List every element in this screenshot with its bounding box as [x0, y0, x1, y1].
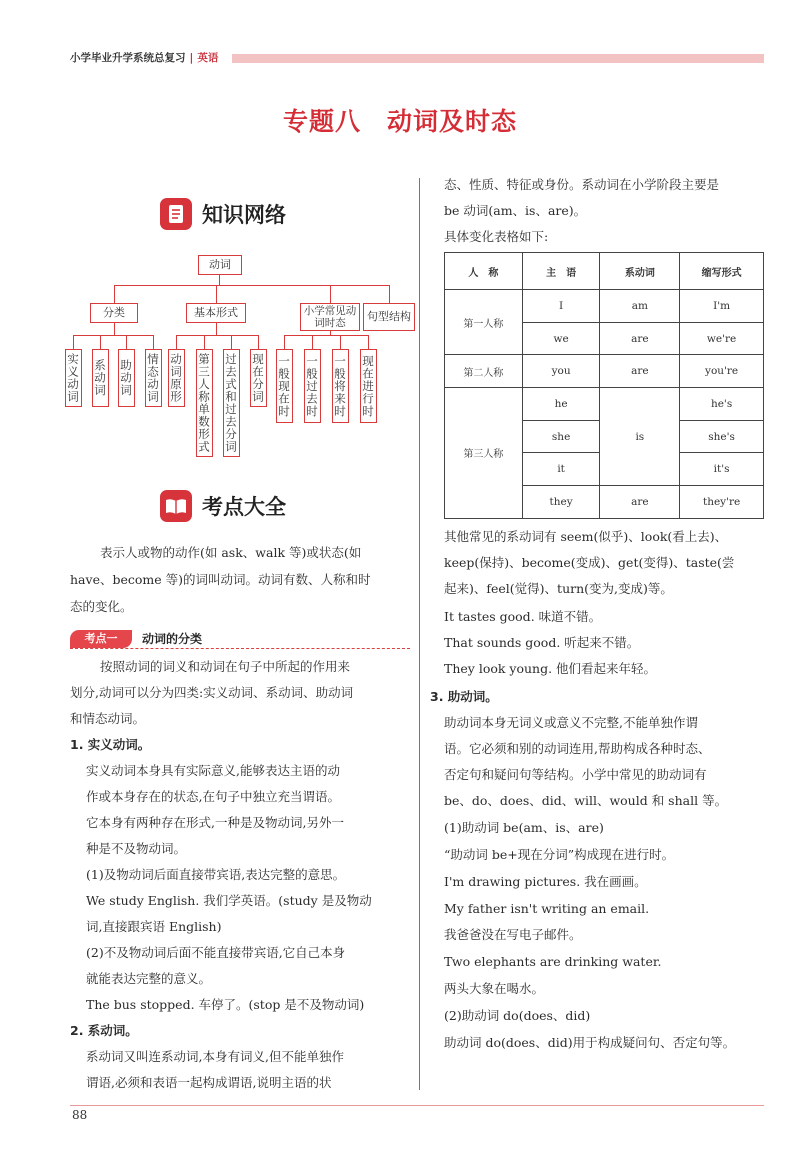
table-cell: she's — [680, 420, 764, 453]
knowledge-network-heading — [160, 198, 286, 230]
knowledge-network-title: 知识网络 — [202, 203, 286, 227]
table-cell: he — [522, 388, 600, 421]
table-cell: are — [600, 486, 680, 519]
table-row — [445, 355, 764, 388]
table-cell: they're — [680, 486, 764, 519]
running-header: 小学毕业升学系统总复习 | 英语 — [70, 52, 219, 64]
exam-point-badge: 考点一 — [70, 630, 132, 648]
table-header: 人 称 — [445, 253, 523, 290]
right-line: 我爸爸没在写电子邮件。 — [444, 927, 582, 942]
exam-points-heading — [160, 490, 286, 522]
table-cell: she — [522, 420, 600, 453]
map-leaf-linking-verb: 系动词 — [92, 349, 109, 407]
right-line: 具体变化表格如下: — [444, 229, 549, 244]
table-cell: am — [600, 290, 680, 323]
right-line: 两头大象在喝水。 — [444, 981, 545, 996]
map-leaf-third-person: 第三人称单数形式 — [196, 349, 213, 457]
book-title: 小学毕业升学系统总复习 — [70, 52, 186, 64]
map-branch-sentence-structure: 句型结构 — [363, 303, 415, 331]
notebook-icon — [160, 198, 192, 230]
left-line: 词,直接跟宾语 English) — [86, 919, 222, 934]
right-line: My father isn't writing an email. — [444, 901, 650, 916]
page-number: 88 — [72, 1108, 88, 1122]
right-line: They look young. 他们看起来年轻。 — [444, 661, 657, 676]
column-divider — [419, 178, 420, 1090]
right-line: 否定句和疑问句等结构。小学中常见的助动词有 — [444, 767, 707, 782]
right-line: I'm drawing pictures. 我在画画。 — [444, 874, 647, 889]
map-leaf-lexical-verb: 实义动词 — [65, 349, 82, 407]
left-line: 就能表达完整的意义。 — [86, 971, 212, 986]
table-cell: we're — [680, 322, 764, 355]
map-root: 动词 — [198, 255, 242, 275]
subject-label: 英语 — [197, 52, 219, 64]
table-cell: they — [522, 486, 600, 519]
table-cell: are — [600, 322, 680, 355]
map-leaf-simple-present: 一般现在时 — [276, 349, 293, 423]
intro-line-3: 态的变化。 — [70, 599, 133, 614]
table-cell: I'm — [680, 290, 764, 323]
right-line: (1)助动词 be(am、is、are) — [444, 820, 604, 835]
map-branch-tenses: 小学常见动词时态 — [300, 303, 360, 331]
map-leaf-simple-future: 一般将来时 — [332, 349, 349, 423]
left-line: (1)及物动词后面直接带宾语,表达完整的意思。 — [86, 867, 346, 882]
table-header: 主 语 — [522, 253, 600, 290]
table-cell: you're — [680, 355, 764, 388]
map-branch-classification: 分类 — [90, 303, 138, 323]
table-row — [445, 290, 764, 323]
map-leaf-simple-past: 一般过去时 — [304, 349, 321, 423]
left-line: 系动词又叫连系动词,本身有词义,但不能单独作 — [86, 1049, 344, 1064]
right-line: (2)助动词 do(does、did) — [444, 1008, 591, 1023]
table-cell: I — [522, 290, 600, 323]
table-cell: you — [522, 355, 600, 388]
table-cell: it — [522, 453, 600, 486]
left-line: 实义动词本身具有实际意义,能够表达主语的动 — [86, 763, 340, 778]
table-header-row — [445, 253, 764, 290]
table-cell: is — [600, 388, 680, 486]
left-line: (2)不及物动词后面不能直接带宾语,它自己本身 — [86, 945, 346, 960]
right-line: “助动词 be+现在分词”构成现在进行时。 — [444, 847, 675, 862]
left-line: 作或本身存在的状态,在句子中独立充当谓语。 — [86, 789, 340, 804]
page-title: 专题八 动词及时态 — [282, 107, 517, 136]
right-line: be、do、does、did、will、would 和 shall 等。 — [444, 793, 728, 808]
map-leaf-modal-verb: 情态动词 — [145, 349, 162, 407]
table-header: 系动词 — [600, 253, 680, 290]
table-cell: 第二人称 — [445, 355, 523, 388]
left-line: The bus stopped. 车停了。(stop 是不及物动词) — [86, 997, 365, 1012]
table-cell: he's — [680, 388, 764, 421]
table-cell: it's — [680, 453, 764, 486]
left-line: 它本身有两种存在形式,一种是及物动词,另外一 — [86, 815, 344, 830]
intro-line-2: have、become 等)的词叫动词。动词有数、人称和时 — [70, 572, 371, 587]
right-heading-auxiliary: 3. 助动词。 — [430, 689, 498, 704]
right-line: That sounds good. 听起来不错。 — [444, 635, 640, 650]
right-line: Two elephants are drinking water. — [444, 954, 662, 969]
right-line: 助动词 do(does、did)用于构成疑问句、否定句等。 — [444, 1035, 736, 1050]
map-leaf-auxiliary-verb: 助动词 — [118, 349, 135, 407]
left-line: 种是不及物动词。 — [86, 841, 187, 856]
right-line: 其他常见的系动词有 seem(似乎)、look(看上去)、 — [444, 529, 728, 544]
table-row — [445, 388, 764, 421]
table-cell: 第一人称 — [445, 290, 523, 355]
right-line: 语。它必须和别的动词连用,帮助构成各种时态、 — [444, 741, 711, 756]
table-cell: we — [522, 322, 600, 355]
map-leaf-present-participle: 现在分词 — [250, 349, 267, 407]
left-line: 和情态动词。 — [70, 711, 146, 726]
header-bar — [232, 54, 764, 63]
left-line: 划分,动词可以分为四类:实义动词、系动词、助动词 — [70, 685, 354, 700]
open-book-icon — [160, 490, 192, 522]
left-heading-linking: 2. 系动词。 — [70, 1023, 138, 1038]
map-leaf-present-continuous: 现在进行时 — [360, 349, 377, 423]
right-line: It tastes good. 味道不错。 — [444, 609, 602, 624]
exam-point-bar — [70, 630, 410, 649]
be-verb-table — [444, 252, 764, 519]
footer-rule — [70, 1105, 764, 1106]
table-header: 缩写形式 — [680, 253, 764, 290]
left-line: We study English. 我们学英语。(study 是及物动 — [86, 893, 372, 908]
exam-points-title: 考点大全 — [202, 495, 286, 519]
right-line: 起来)、feel(觉得)、turn(变为,变成)等。 — [444, 581, 673, 596]
intro-line-1: 表示人或物的动作(如 ask、walk 等)或状态(如 — [100, 545, 362, 560]
right-line: keep(保持)、become(变成)、get(变得)、taste(尝 — [444, 555, 735, 570]
table-cell: 第三人称 — [445, 388, 523, 519]
map-leaf-base-form: 动词原形 — [168, 349, 185, 407]
map-branch-basic-forms: 基本形式 — [186, 303, 246, 323]
right-line: 态、性质、特征或身份。系动词在小学阶段主要是 — [444, 177, 720, 192]
right-line: 助动词本身无词义或意义不完整,不能单独作谓 — [444, 715, 698, 730]
exam-point-title: 动词的分类 — [142, 632, 203, 646]
left-heading-lexical: 1. 实义动词。 — [70, 737, 151, 752]
right-line: be 动词(am、is、are)。 — [444, 203, 587, 218]
map-leaf-past-forms: 过去式和过去分词 — [223, 349, 240, 457]
left-line: 谓语,必须和表语一起构成谓语,说明主语的状 — [86, 1075, 332, 1090]
left-line: 按照动词的词义和动词在句子中所起的作用来 — [100, 659, 351, 674]
table-cell: are — [600, 355, 680, 388]
